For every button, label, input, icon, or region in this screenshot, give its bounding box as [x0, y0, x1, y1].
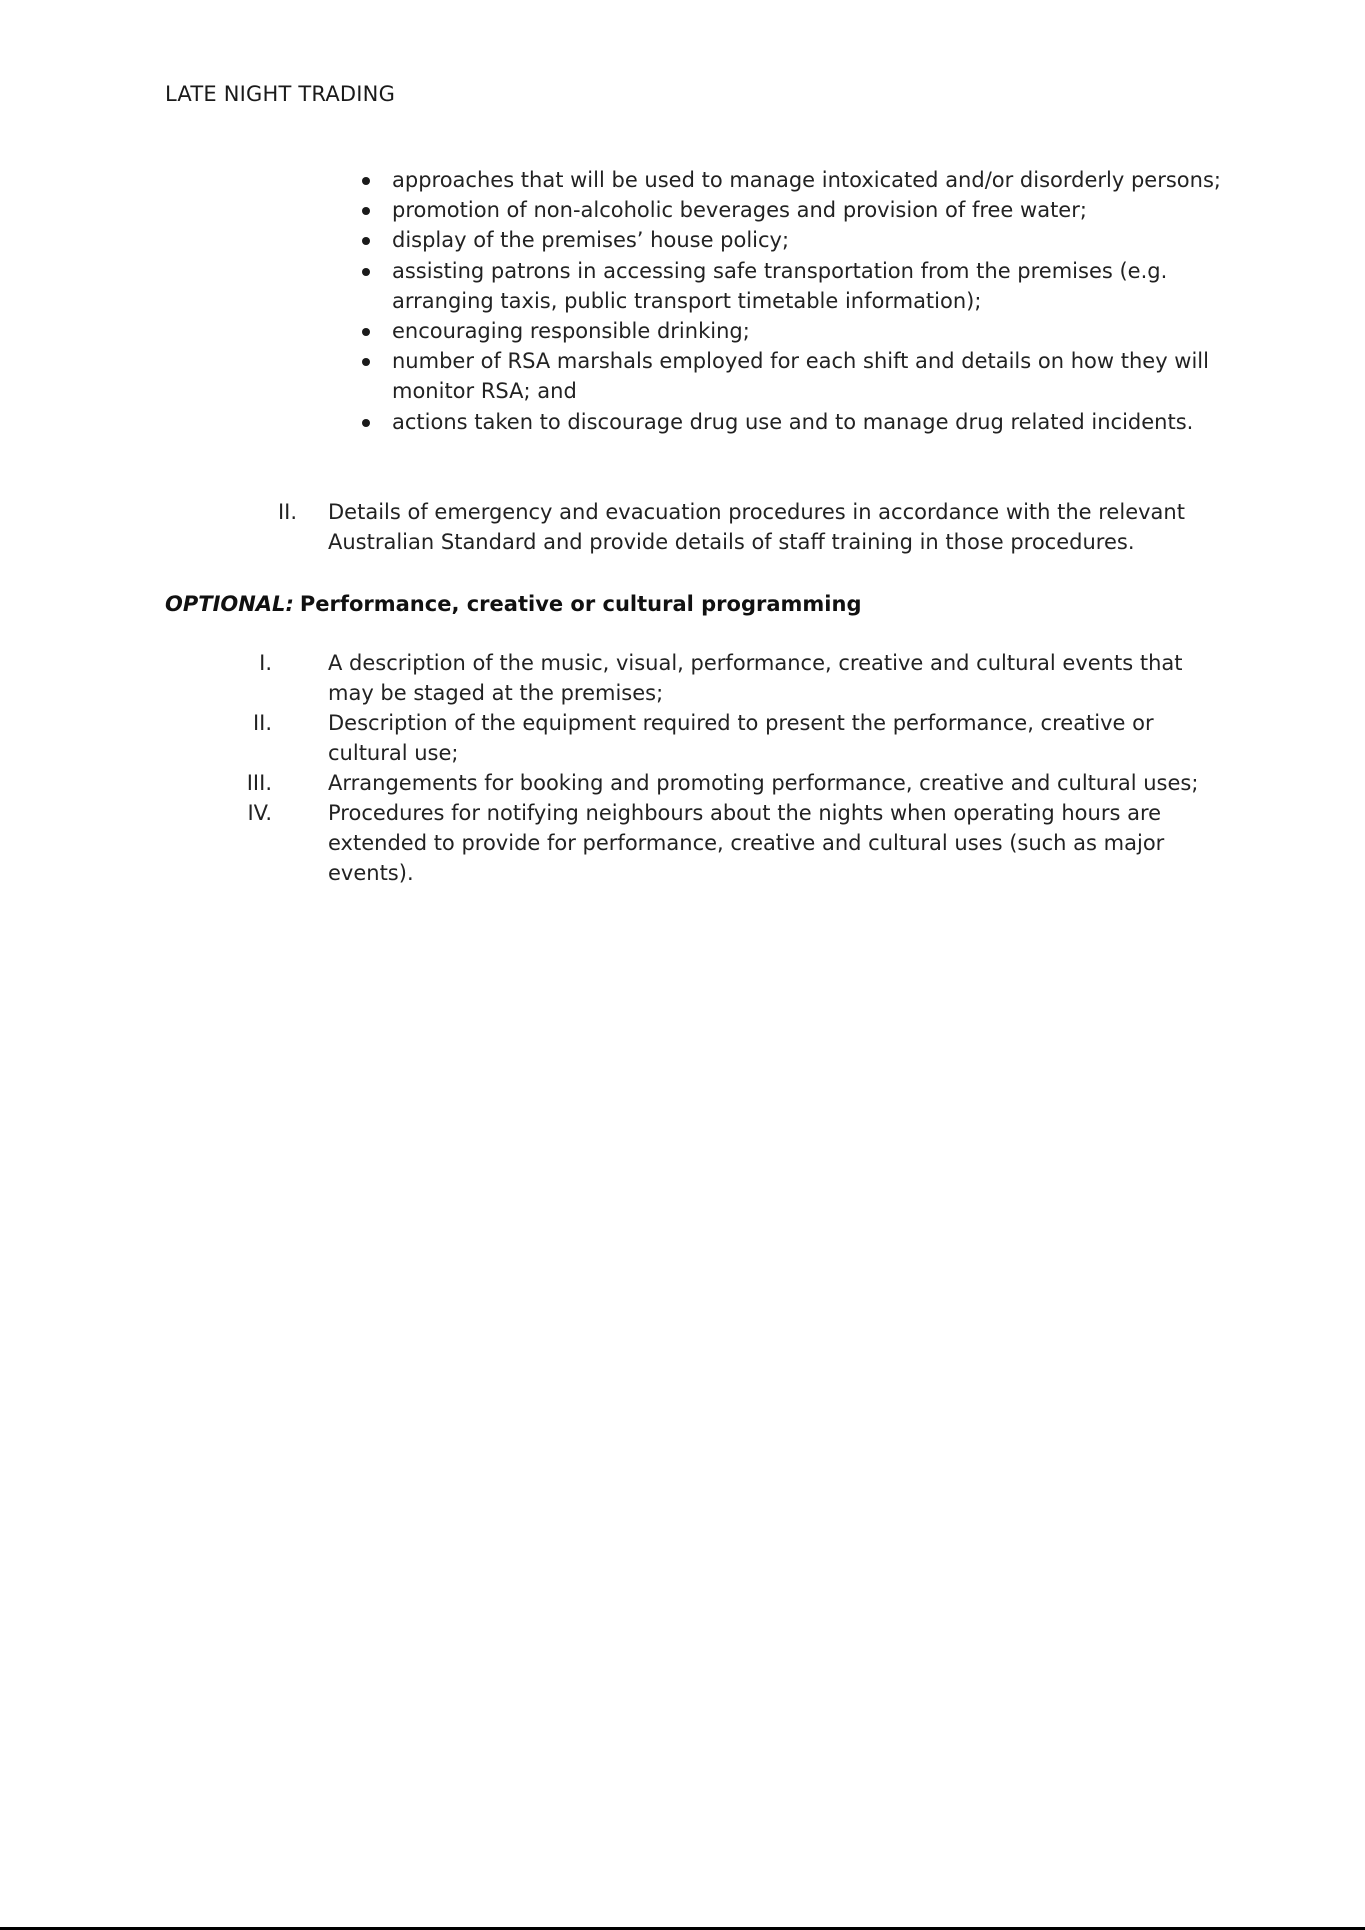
bullet-icon	[362, 177, 370, 185]
list-number: I.	[259, 651, 272, 675]
requirements-bullet-list	[392, 165, 1222, 437]
bullet-icon	[362, 268, 370, 276]
bullet-text: approaches that will be used to manage intoxicated and/or disorderly persons;	[392, 168, 1221, 192]
bullet-text: actions taken to discourage drug use and to manage drug related incidents.	[392, 409, 1194, 434]
list-number: III.	[246, 771, 272, 795]
programming-list-item: Description of the equipment required to present the performance, creative or cultural use;	[328, 711, 1154, 766]
list-number: II.	[252, 711, 272, 735]
bullet-icon	[362, 207, 370, 215]
bullet-item	[392, 225, 1222, 255]
bullet-item	[392, 316, 1222, 346]
section-heading-title: Performance, creative or cultural programming	[299, 592, 862, 616]
bullet-item	[392, 346, 1222, 406]
bullet-item	[392, 195, 1222, 225]
programming-list-item: A description of the music, visual, performance, creative and cultural events that may be staged at the premises;	[328, 651, 1183, 706]
bullet-item	[392, 256, 1222, 316]
running-header: LATE NIGHT TRADING	[165, 82, 396, 106]
bullet-icon	[362, 237, 370, 245]
emergency-procedures-item: Details of emergency and evacuation procedures in accordance with the relevant Australian Standard and provide details of staff training in those procedures.	[328, 500, 1185, 555]
bullet-text: display of the premises’ house policy;	[392, 228, 790, 253]
bullet-item	[392, 165, 1222, 195]
programming-list-item: Arrangements for booking and promoting performance, creative and cultural uses;	[328, 771, 1199, 795]
section-heading-prefix: OPTIONAL:	[165, 592, 294, 616]
list-number: II.	[277, 500, 297, 524]
bullet-icon	[362, 419, 370, 427]
bullet-text: number of RSA marshals employed for each shift and details on how they will monitor RSA; and	[392, 349, 1209, 404]
bullet-text: promotion of non-alcoholic beverages and provision of free water;	[392, 198, 1087, 223]
bullet-item	[392, 407, 1222, 437]
programming-list-item: Procedures for notifying neighbours about the nights when operating hours are extended to provide for performance, creative and cultural uses (such as major events).	[328, 801, 1165, 886]
list-number: IV.	[247, 801, 272, 825]
section-heading	[165, 589, 861, 619]
bullet-text: encouraging responsible drinking;	[392, 319, 750, 344]
bullet-text: assisting patrons in accessing safe transportation from the premises (e.g. arranging taxis, public transport timetable information);	[392, 258, 1168, 313]
bullet-icon	[362, 328, 370, 336]
bullet-icon	[362, 358, 370, 366]
